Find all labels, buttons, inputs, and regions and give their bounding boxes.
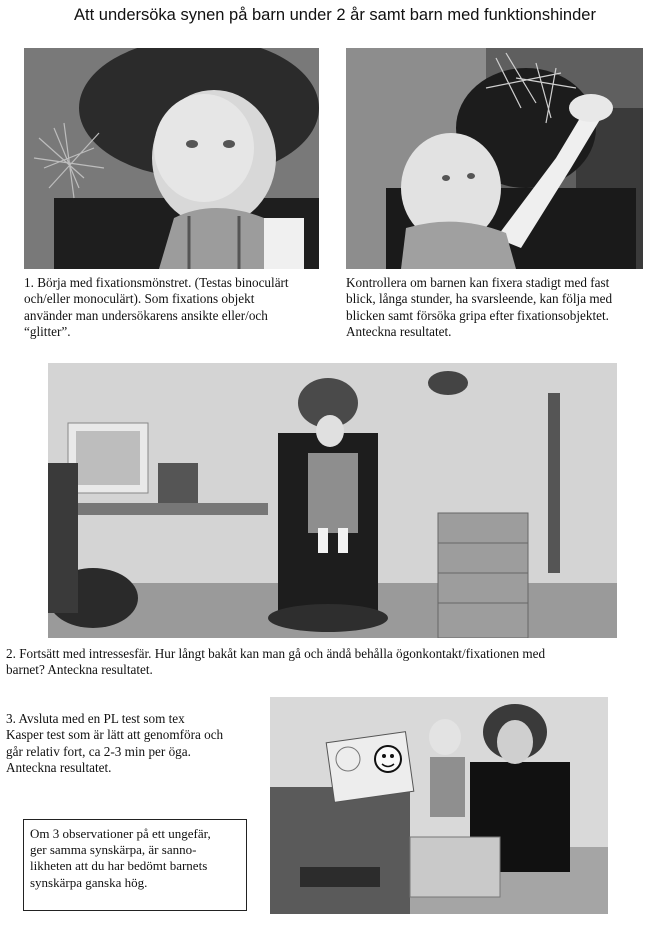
caption-line: går relativ fort, ca 2-3 min per öga. [6,743,191,759]
caption-line: och/eller monoculärt). Som fixations objekt [24,291,255,307]
note-line: likheten att du har bedömt barnets [30,858,208,874]
caption-line: 2. Fortsätt med intressesfär. Hur långt bakåt kan man gå och ändå behålla ögonkontakt/fixationen med [6,646,546,661]
note-box [23,819,247,911]
caption-line: 3. Avsluta med en PL test som tex [6,711,185,726]
note-line: Om 3 observationer på ett ungefär, [30,826,211,841]
caption-line: använder man undersökarens ansikte eller/och [24,307,268,323]
caption-line: Kontrollera om barnen kan fixera stadigt med fast [346,275,610,290]
photo-baby-with-glitter-image [24,48,319,269]
page-title: Att undersöka synen på barn under 2 år samt barn med funktionshinder [74,6,596,24]
photo-baby-reaching-image [346,48,643,269]
caption-line: “glitter”. [24,324,71,340]
note-line: synskärpa ganska hög. [30,874,148,890]
caption-line: Kasper test som är lätt att genomföra och [6,727,224,743]
caption-step1 [24,275,289,341]
photo-pl-test-image [270,697,608,914]
caption-line: blicken samt försöka gripa efter fixationsobjektet. [346,307,609,323]
caption-line: Anteckna resultatet. [346,324,452,340]
caption-step2 [6,646,545,679]
caption-line: 1. Börja med fixationsmönstret. (Testas binoculärt [24,275,289,290]
caption-step3 [6,711,223,777]
photo-baby-reaching-for-sparkler [346,48,643,269]
caption-line: barnet? Anteckna resultatet. [6,662,153,678]
photo-pl-test-card-with-baby [270,697,608,914]
photo-office-image [48,363,617,638]
note-line: ger samma synskärpa, är sanno- [30,842,197,858]
photo-baby-with-glitter [24,48,319,269]
photo-office-woman-holding-baby [48,363,617,638]
caption-line: blick, långa stunder, ha svarsleende, kan följa med [346,291,613,307]
caption-line: Anteckna resultatet. [6,760,112,776]
caption-step1b [346,275,612,341]
